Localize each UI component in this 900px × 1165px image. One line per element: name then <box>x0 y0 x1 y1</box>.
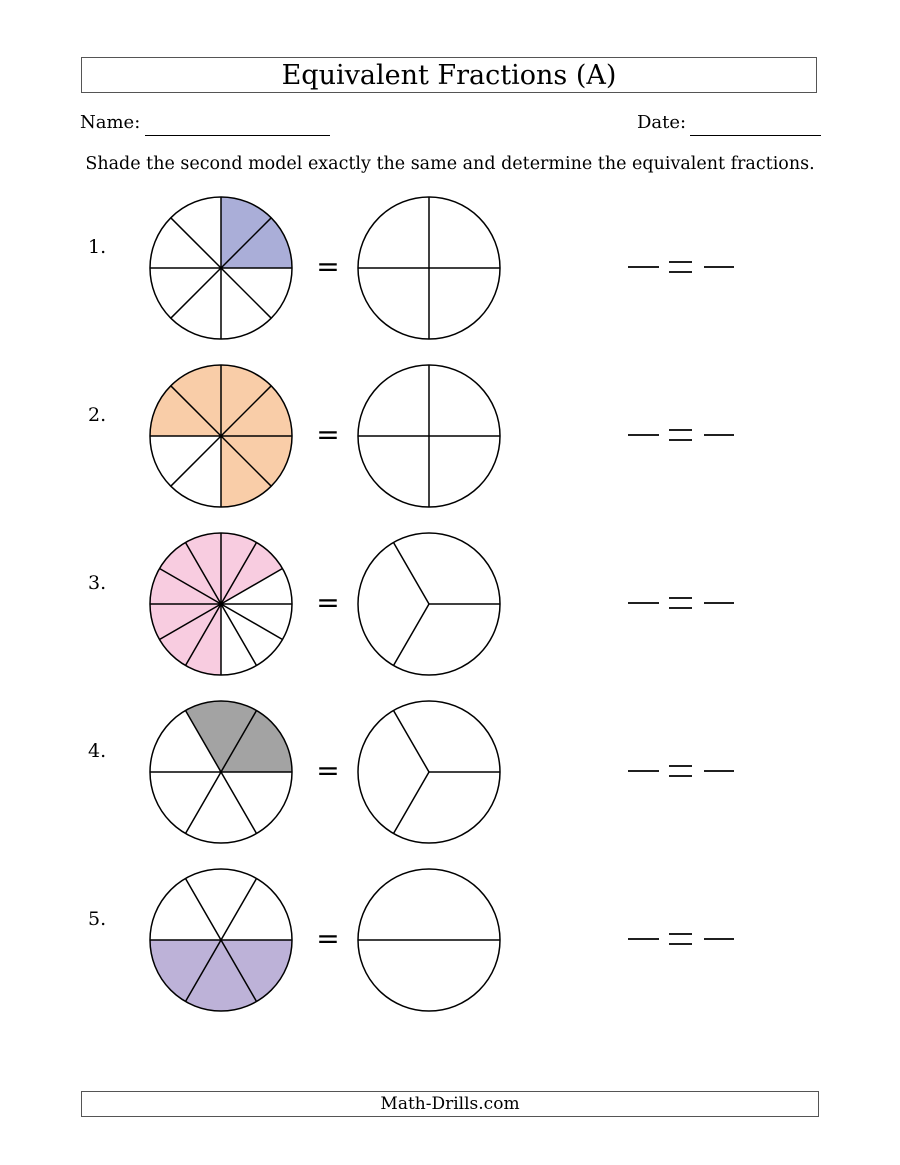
model-blank-circle[interactable] <box>358 533 500 675</box>
sector[interactable] <box>429 268 500 339</box>
problem-row <box>0 196 900 364</box>
sector[interactable] <box>358 869 500 940</box>
equals-sign: = <box>316 250 340 283</box>
sector[interactable] <box>358 436 429 507</box>
answer-fractions <box>626 364 736 514</box>
sector[interactable] <box>429 197 500 268</box>
answer-fractions <box>626 868 736 1018</box>
sector[interactable] <box>358 940 500 1011</box>
fraction-models <box>140 364 510 514</box>
equals-sign: = <box>316 418 340 451</box>
model-shaded-circle[interactable] <box>150 365 292 507</box>
fraction-models <box>140 700 510 850</box>
model-shaded-circle[interactable] <box>150 701 292 843</box>
model-shaded-circle[interactable] <box>150 869 292 1011</box>
instructions: Shade the second model exactly the same and determine the equivalent fractions. <box>85 154 815 174</box>
sector[interactable] <box>429 365 500 436</box>
sector[interactable] <box>358 268 429 339</box>
problem-row <box>0 364 900 532</box>
problem-number: 3. <box>88 572 107 594</box>
equals-sign: = <box>316 586 340 619</box>
problem-row <box>0 532 900 700</box>
equals-sign: = <box>316 754 340 787</box>
problem-row <box>0 700 900 868</box>
sector[interactable] <box>358 365 429 436</box>
worksheet-title: Equivalent Fractions (A) <box>81 57 817 93</box>
answer-fractions <box>626 196 736 346</box>
model-blank-circle[interactable] <box>358 869 500 1011</box>
answer-fractions <box>626 532 736 682</box>
sector[interactable] <box>358 197 429 268</box>
sector[interactable] <box>429 436 500 507</box>
problem-number: 2. <box>88 404 107 426</box>
date-label: Date: <box>637 112 687 133</box>
problem-number: 4. <box>88 740 107 762</box>
name-field-line[interactable] <box>145 135 330 136</box>
name-label: Name: <box>80 112 141 133</box>
footer: Math-Drills.com <box>81 1091 819 1117</box>
answer-fractions <box>626 700 736 850</box>
model-blank-circle[interactable] <box>358 365 500 507</box>
model-blank-circle[interactable] <box>358 701 500 843</box>
equals-sign: = <box>316 922 340 955</box>
model-blank-circle[interactable] <box>358 197 500 339</box>
model-shaded-circle[interactable] <box>150 533 292 675</box>
problem-number: 5. <box>88 908 107 930</box>
model-shaded-circle[interactable] <box>150 197 292 339</box>
fraction-models <box>140 868 510 1018</box>
fraction-models <box>140 196 510 346</box>
date-field-line[interactable] <box>690 135 821 136</box>
fraction-models <box>140 532 510 682</box>
problem-row <box>0 868 900 1036</box>
problem-number: 1. <box>88 236 107 258</box>
